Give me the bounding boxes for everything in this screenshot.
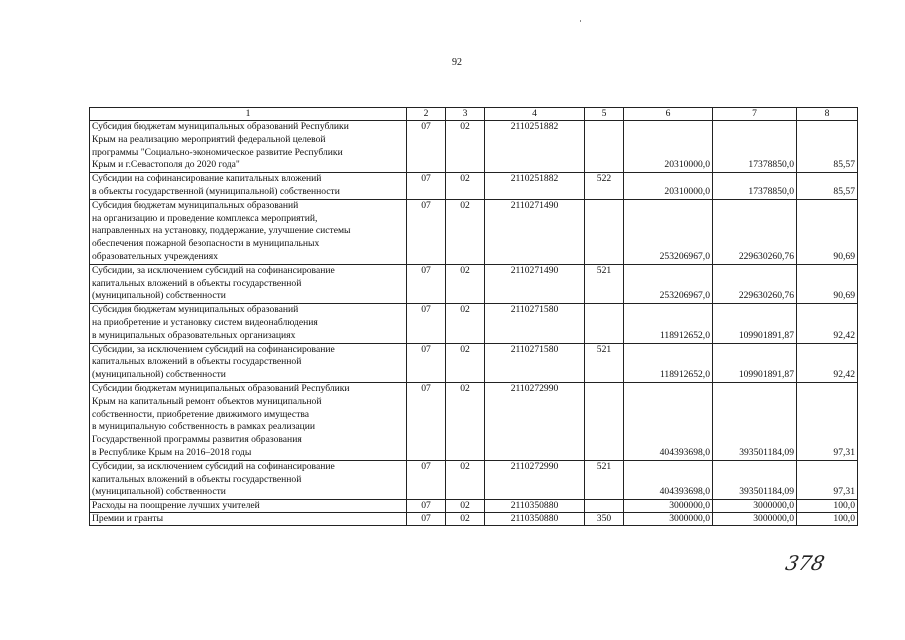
row-target-code: 2110251882 [485,173,585,200]
header-cell: 4 [485,108,585,121]
row-planned-amount: 253206967,0 [624,199,713,264]
header-cell: 7 [713,108,797,121]
row-section-code: 07 [407,304,446,343]
row-target-code: 2110272990 [485,460,585,499]
budget-table [89,107,858,526]
row-description: Субсидии, за исключением субсидий на софинансирование капитальных вложений в объекты государственной (муниципальной) собственности [90,343,407,382]
row-expense-type: 350 [585,513,624,526]
row-percent: 100,0 [797,513,858,526]
row-planned-amount: 404393698,0 [624,460,713,499]
row-expense-type [585,304,624,343]
row-target-code: 2110350880 [485,513,585,526]
row-target-code: 2110271490 [485,199,585,264]
row-executed-amount: 393501184,09 [713,460,797,499]
row-expense-type [585,121,624,173]
row-percent: 90,69 [797,264,858,303]
table-row [90,513,858,526]
row-percent: 85,57 [797,121,858,173]
row-subsection-code: 02 [446,199,485,264]
row-target-code: 2110271580 [485,343,585,382]
row-expense-type [585,199,624,264]
row-planned-amount: 3000000,0 [624,513,713,526]
table-row [90,121,858,173]
handwritten-sheet-number: 378 [783,551,827,575]
row-target-code: 2110271580 [485,304,585,343]
row-planned-amount: 20310000,0 [624,121,713,173]
row-expense-type [585,382,624,460]
row-target-code: 2110271490 [485,264,585,303]
row-executed-amount: 17378850,0 [713,121,797,173]
row-description: Субсидия бюджетам муниципальных образований на организацию и проведение комплекса мероприятий, направленных на установку, поддержание, улучшение системы обеспечения пожарной безопасности в муниципальных образовательных учреждениях [90,199,407,264]
row-section-code: 07 [407,513,446,526]
row-percent: 97,31 [797,460,858,499]
row-executed-amount: 109901891,87 [713,304,797,343]
row-expense-type: 522 [585,173,624,200]
row-section-code: 07 [407,460,446,499]
row-description: Субсидии бюджетам муниципальных образований Республики Крым на капитальный ремонт объектов муниципальной собственности, приобретение движимого имущества в муниципальную собственность в рамках реализации Государственной программы развития образования в Республике Крым на 2016–2018 годы [90,382,407,460]
row-section-code: 07 [407,121,446,173]
table-row [90,264,858,303]
row-target-code: 2110350880 [485,500,585,513]
row-description: Субсидия бюджетам муниципальных образований Республики Крым на реализацию мероприятий федеральной целевой программы "Социально-экономическое развитие Республики Крым и г.Севастополя до 2020 года" [90,121,407,173]
table-row [90,173,858,200]
row-planned-amount: 118912652,0 [624,304,713,343]
table-header-row [90,108,858,121]
row-planned-amount: 20310000,0 [624,173,713,200]
row-expense-type: 521 [585,343,624,382]
row-expense-type: 521 [585,460,624,499]
row-executed-amount: 3000000,0 [713,500,797,513]
row-section-code: 07 [407,173,446,200]
header-cell: 6 [624,108,713,121]
row-percent: 100,0 [797,500,858,513]
row-planned-amount: 118912652,0 [624,343,713,382]
row-percent: 85,57 [797,173,858,200]
table-row [90,343,858,382]
row-subsection-code: 02 [446,513,485,526]
row-subsection-code: 02 [446,121,485,173]
row-executed-amount: 229630260,76 [713,264,797,303]
row-executed-amount: 109901891,87 [713,343,797,382]
scan-speck [580,20,581,22]
table-row [90,382,858,460]
row-executed-amount: 3000000,0 [713,513,797,526]
row-target-code: 2110272990 [485,382,585,460]
row-description: Субсидии, за исключением субсидий на софинансирование капитальных вложений в объекты государственной (муниципальной) собственности [90,264,407,303]
row-subsection-code: 02 [446,264,485,303]
row-subsection-code: 02 [446,304,485,343]
row-subsection-code: 02 [446,460,485,499]
row-section-code: 07 [407,264,446,303]
header-cell: 1 [90,108,407,121]
row-planned-amount: 3000000,0 [624,500,713,513]
row-subsection-code: 02 [446,173,485,200]
row-section-code: 07 [407,199,446,264]
row-section-code: 07 [407,500,446,513]
page-number: 92 [452,57,462,68]
table-row [90,500,858,513]
row-section-code: 07 [407,343,446,382]
header-cell: 5 [585,108,624,121]
row-description: Субсидии, за исключением субсидий на софинансирование капитальных вложений в объекты государственной (муниципальной) собственности [90,460,407,499]
row-subsection-code: 02 [446,382,485,460]
row-executed-amount: 229630260,76 [713,199,797,264]
table-row [90,460,858,499]
header-cell: 3 [446,108,485,121]
row-percent: 90,69 [797,199,858,264]
row-percent: 92,42 [797,304,858,343]
row-executed-amount: 17378850,0 [713,173,797,200]
row-subsection-code: 02 [446,343,485,382]
row-target-code: 2110251882 [485,121,585,173]
row-section-code: 07 [407,382,446,460]
row-executed-amount: 393501184,09 [713,382,797,460]
header-cell: 2 [407,108,446,121]
row-planned-amount: 253206967,0 [624,264,713,303]
row-description: Расходы на поощрение лучших учителей [90,500,407,513]
row-percent: 97,31 [797,382,858,460]
row-planned-amount: 404393698,0 [624,382,713,460]
row-description: Субсидии на софинансирование капитальных вложений в объекты государственной (муниципальной) собственности [90,173,407,200]
header-cell: 8 [797,108,858,121]
row-expense-type: 521 [585,264,624,303]
row-description: Субсидия бюджетам муниципальных образований на приобретение и установку систем видеонаблюдения в муниципальных образовательных организациях [90,304,407,343]
row-description: Премии и гранты [90,513,407,526]
row-percent: 92,42 [797,343,858,382]
table-row [90,304,858,343]
table-row [90,199,858,264]
row-expense-type [585,500,624,513]
row-subsection-code: 02 [446,500,485,513]
